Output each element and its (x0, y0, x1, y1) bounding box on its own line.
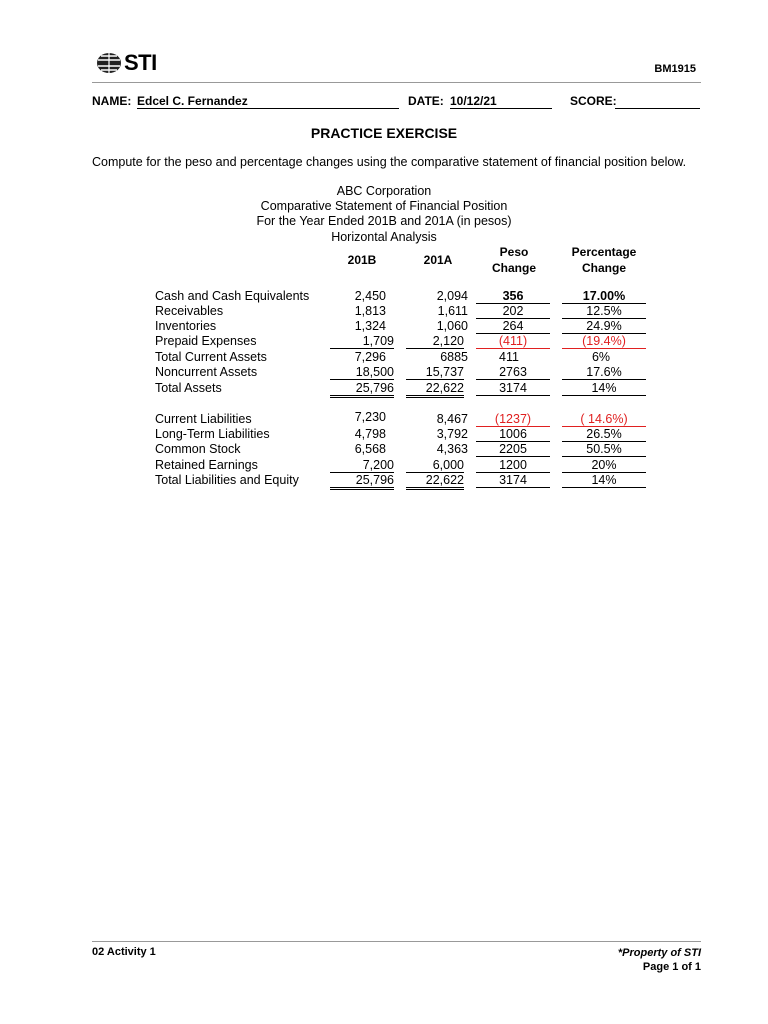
peso-change: (1237) (476, 412, 550, 427)
value-201a: 3,792 (436, 427, 468, 441)
pct-change: ( 14.6%) (562, 412, 646, 427)
row-label: Receivables (155, 304, 224, 318)
footer-activity: 02 Activity 1 (92, 946, 156, 958)
footer-divider (92, 941, 701, 942)
name-label: NAME: (92, 94, 132, 108)
row-label: Noncurrent Assets (155, 365, 258, 379)
pct-change: 20% (562, 458, 646, 473)
col-header-peso-2: Change (491, 261, 536, 275)
row-label: Retained Earnings (155, 458, 258, 472)
value-201b: 1,324 (354, 319, 386, 333)
peso-change: 2763 (476, 365, 550, 380)
value-201a: 8,467 (436, 412, 468, 426)
value-201b: 7,230 (354, 410, 386, 424)
pct-change: 26.5% (562, 427, 646, 442)
student-info-row (92, 94, 701, 110)
row-label: Common Stock (155, 442, 241, 456)
value-201b: 7,200 (330, 458, 394, 473)
name-field[interactable]: Edcel C. Fernandez (137, 94, 399, 109)
logo-text: STI (124, 50, 157, 75)
statement-period: For the Year Ended 201B and 201A (in pesos) (256, 214, 512, 228)
value-201b: 6,568 (354, 442, 386, 456)
pct-change: 17.6% (562, 365, 646, 380)
peso-change: 1200 (476, 458, 550, 473)
col-header-201b: 201B (347, 253, 377, 267)
col-header-pct-2: Change (581, 261, 626, 275)
peso-change: 3174 (476, 381, 550, 396)
col-header-pct-1: Percentage (571, 245, 637, 259)
col-header-201a: 201A (423, 253, 453, 267)
peso-change: (411) (476, 334, 550, 349)
value-201a: 6885 (440, 350, 468, 364)
peso-change: 2205 (476, 442, 550, 457)
pct-change: (19.4%) (562, 334, 646, 349)
pct-change: 24.9% (562, 319, 646, 334)
value-201b: 4,798 (354, 427, 386, 441)
value-201a: 4,363 (436, 442, 468, 456)
value-201a: 22,622 (406, 473, 464, 490)
pct-change: 6% (591, 350, 611, 364)
header-divider (92, 82, 701, 83)
row-label: Current Liabilities (155, 412, 252, 426)
pct-change: 14% (562, 381, 646, 396)
value-201a: 2,094 (436, 289, 468, 303)
value-201a: 6,000 (406, 458, 464, 473)
score-field[interactable] (615, 94, 700, 109)
peso-change: 264 (476, 319, 550, 334)
pct-change: 17.00% (562, 289, 646, 304)
row-label: Total Assets (155, 381, 222, 395)
row-label: Cash and Cash Equivalents (155, 289, 310, 303)
value-201b: 7,296 (354, 350, 386, 364)
peso-change: 3174 (476, 473, 550, 488)
footer-property: *Property of STI (617, 947, 701, 959)
row-label: Inventories (155, 319, 217, 333)
analysis-type: Horizontal Analysis (331, 230, 437, 244)
sti-logo (96, 50, 157, 76)
value-201b: 2,450 (354, 289, 386, 303)
date-field[interactable]: 10/12/21 (450, 94, 552, 109)
value-201a: 1,611 (437, 304, 468, 318)
value-201b: 1,709 (330, 334, 394, 349)
footer-right (618, 946, 701, 974)
value-201a: 1,060 (436, 319, 468, 333)
row-label: Long-Term Liabilities (155, 427, 270, 441)
instructions: Compute for the peso and percentage changes using the comparative statement of financial position below. (92, 155, 687, 169)
footer-page-number: Page 1 of 1 (642, 961, 701, 973)
company-name: ABC Corporation (336, 184, 432, 198)
pct-change: 50.5% (562, 442, 646, 457)
pct-change: 14% (562, 473, 646, 488)
value-201a: 22,622 (406, 381, 464, 398)
row-label: Total Current Assets (155, 350, 267, 364)
peso-change: 356 (476, 289, 550, 304)
score-label: SCORE: (570, 94, 617, 108)
statement-name: Comparative Statement of Financial Position (260, 199, 508, 213)
value-201b: 25,796 (330, 473, 394, 490)
globe-icon (96, 52, 122, 74)
date-label: DATE: (408, 94, 444, 108)
value-201b: 25,796 (330, 381, 394, 398)
value-201a: 2,120 (406, 334, 464, 349)
value-201a: 15,737 (406, 365, 464, 380)
value-201b: 18,500 (330, 365, 394, 380)
col-header-peso-1: Peso (499, 245, 529, 259)
page-title: PRACTICE EXERCISE (310, 125, 458, 141)
value-201b: 1,813 (354, 304, 386, 318)
course-code: BM1915 (654, 63, 696, 75)
row-label: Total Liabilities and Equity (155, 473, 299, 487)
pct-change: 12.5% (562, 304, 646, 319)
peso-change: 1006 (476, 427, 550, 442)
peso-change: 202 (476, 304, 550, 319)
row-label: Prepaid Expenses (155, 334, 257, 348)
peso-change: 411 (499, 350, 519, 364)
